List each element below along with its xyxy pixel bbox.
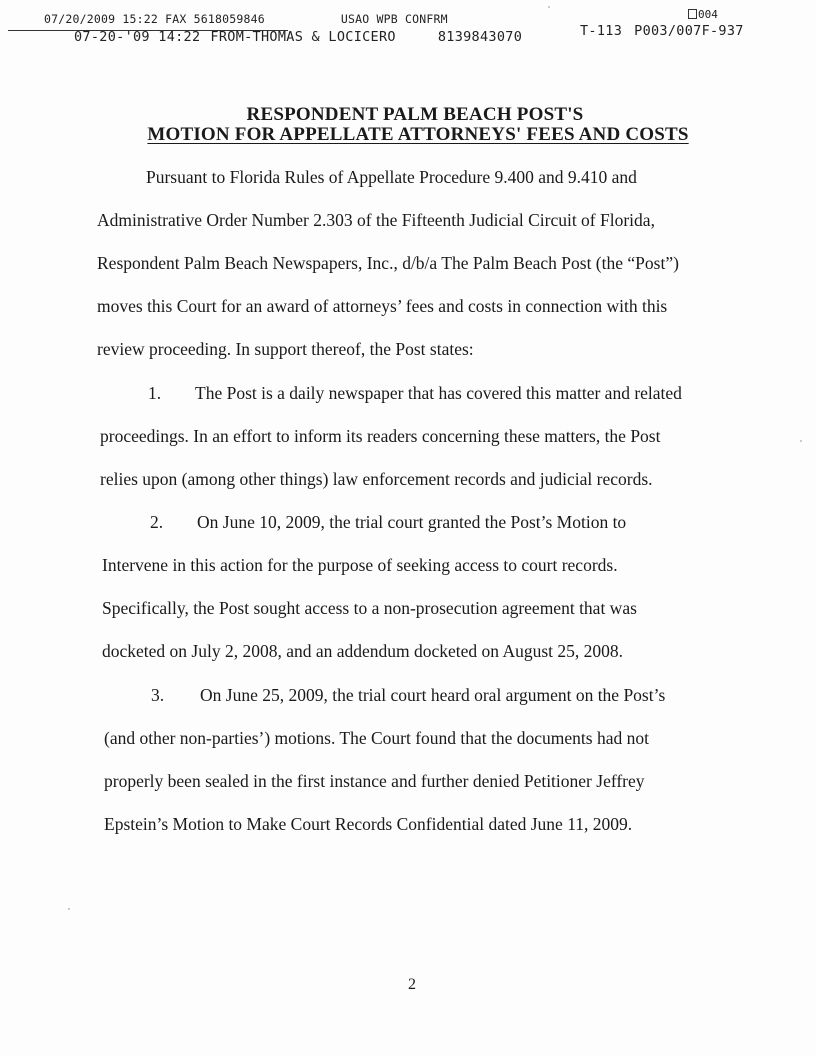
paragraph-line: proceedings. In an effort to inform its readers concerning these matters, the Post [100, 426, 661, 446]
scan-speck [800, 440, 802, 442]
scan-speck [68, 908, 70, 910]
document-title-line1: RESPONDENT PALM BEACH POST'S [246, 104, 584, 125]
paragraph-line: properly been sealed in the first instance and further denied Petitioner Jeffrey [104, 771, 645, 791]
paragraph-line: Intervene in this action for the purpose of seeking access to court records. [102, 555, 618, 575]
fax-terminal-code: T-113 [580, 23, 623, 39]
paragraph-line: The Post is a daily newspaper that has covered this matter and related [195, 383, 682, 403]
paragraph-line: On June 25, 2009, the trial court heard oral argument on the Post’s [200, 685, 666, 705]
fax-header-codes [580, 23, 744, 39]
fax-pages: P003/007 [634, 23, 702, 39]
paragraph-line: On June 10, 2009, the trial court granted the Post’s Motion to [197, 512, 627, 532]
paragraph-number: 1. [148, 383, 162, 403]
fax-recipient: USAO WPB CONFRM [340, 12, 448, 26]
fax-sender: FROM-THOMAS & LOCICERO [210, 29, 396, 45]
intro-line: Pursuant to Florida Rules of Appellate Procedure 9.400 and 9.410 and [146, 167, 637, 187]
paragraph-number: 2. [150, 512, 164, 532]
paragraph-line: relies upon (among other things) law enforcement records and judicial records. [100, 469, 653, 489]
document-title-underlined: MOTION FOR APPELLATE ATTORNEYS' FEES AND COSTS [147, 124, 689, 145]
page-number: 2 [408, 976, 416, 993]
fax-id: F-937 [701, 23, 744, 39]
paragraph-number: 3. [151, 685, 165, 705]
paragraph-line: Epstein’s Motion to Make Court Records Confidential dated June 11, 2009. [104, 814, 633, 834]
fax-sender-number: 8139843070 [437, 29, 523, 45]
fax-page-counter [688, 8, 718, 21]
paragraph-line: (and other non-parties’) motions. The Court found that the documents had not [104, 728, 649, 748]
fax-sent-datetime: 07-20-'09 14:22 [74, 29, 201, 45]
intro-line: moves this Court for an award of attorneys’ fees and costs in connection with this [97, 296, 668, 316]
paragraph-line: Specifically, the Post sought access to a non-prosecution agreement that was [102, 598, 637, 618]
document-title-line2 [10, 124, 816, 146]
intro-line: Administrative Order Number 2.303 of the Fifteenth Judicial Circuit of Florida, [97, 210, 655, 230]
intro-line: Respondent Palm Beach Newspapers, Inc., d/b/a The Palm Beach Post (the “Post”) [97, 253, 679, 273]
scan-speck [548, 6, 550, 8]
fax-header-line2 [74, 29, 522, 45]
paragraph-line: docketed on July 2, 2008, and an addendum docketed on August 25, 2008. [102, 641, 624, 661]
fax-header-line1 [44, 12, 448, 26]
fax-datetime: 07/20/2009 15:22 FAX 5618059846 [44, 12, 265, 26]
fax-page-number: 004 [698, 8, 718, 21]
intro-line: review proceeding. In support thereof, the Post states: [97, 339, 474, 359]
fax-page-box-icon [688, 9, 697, 19]
